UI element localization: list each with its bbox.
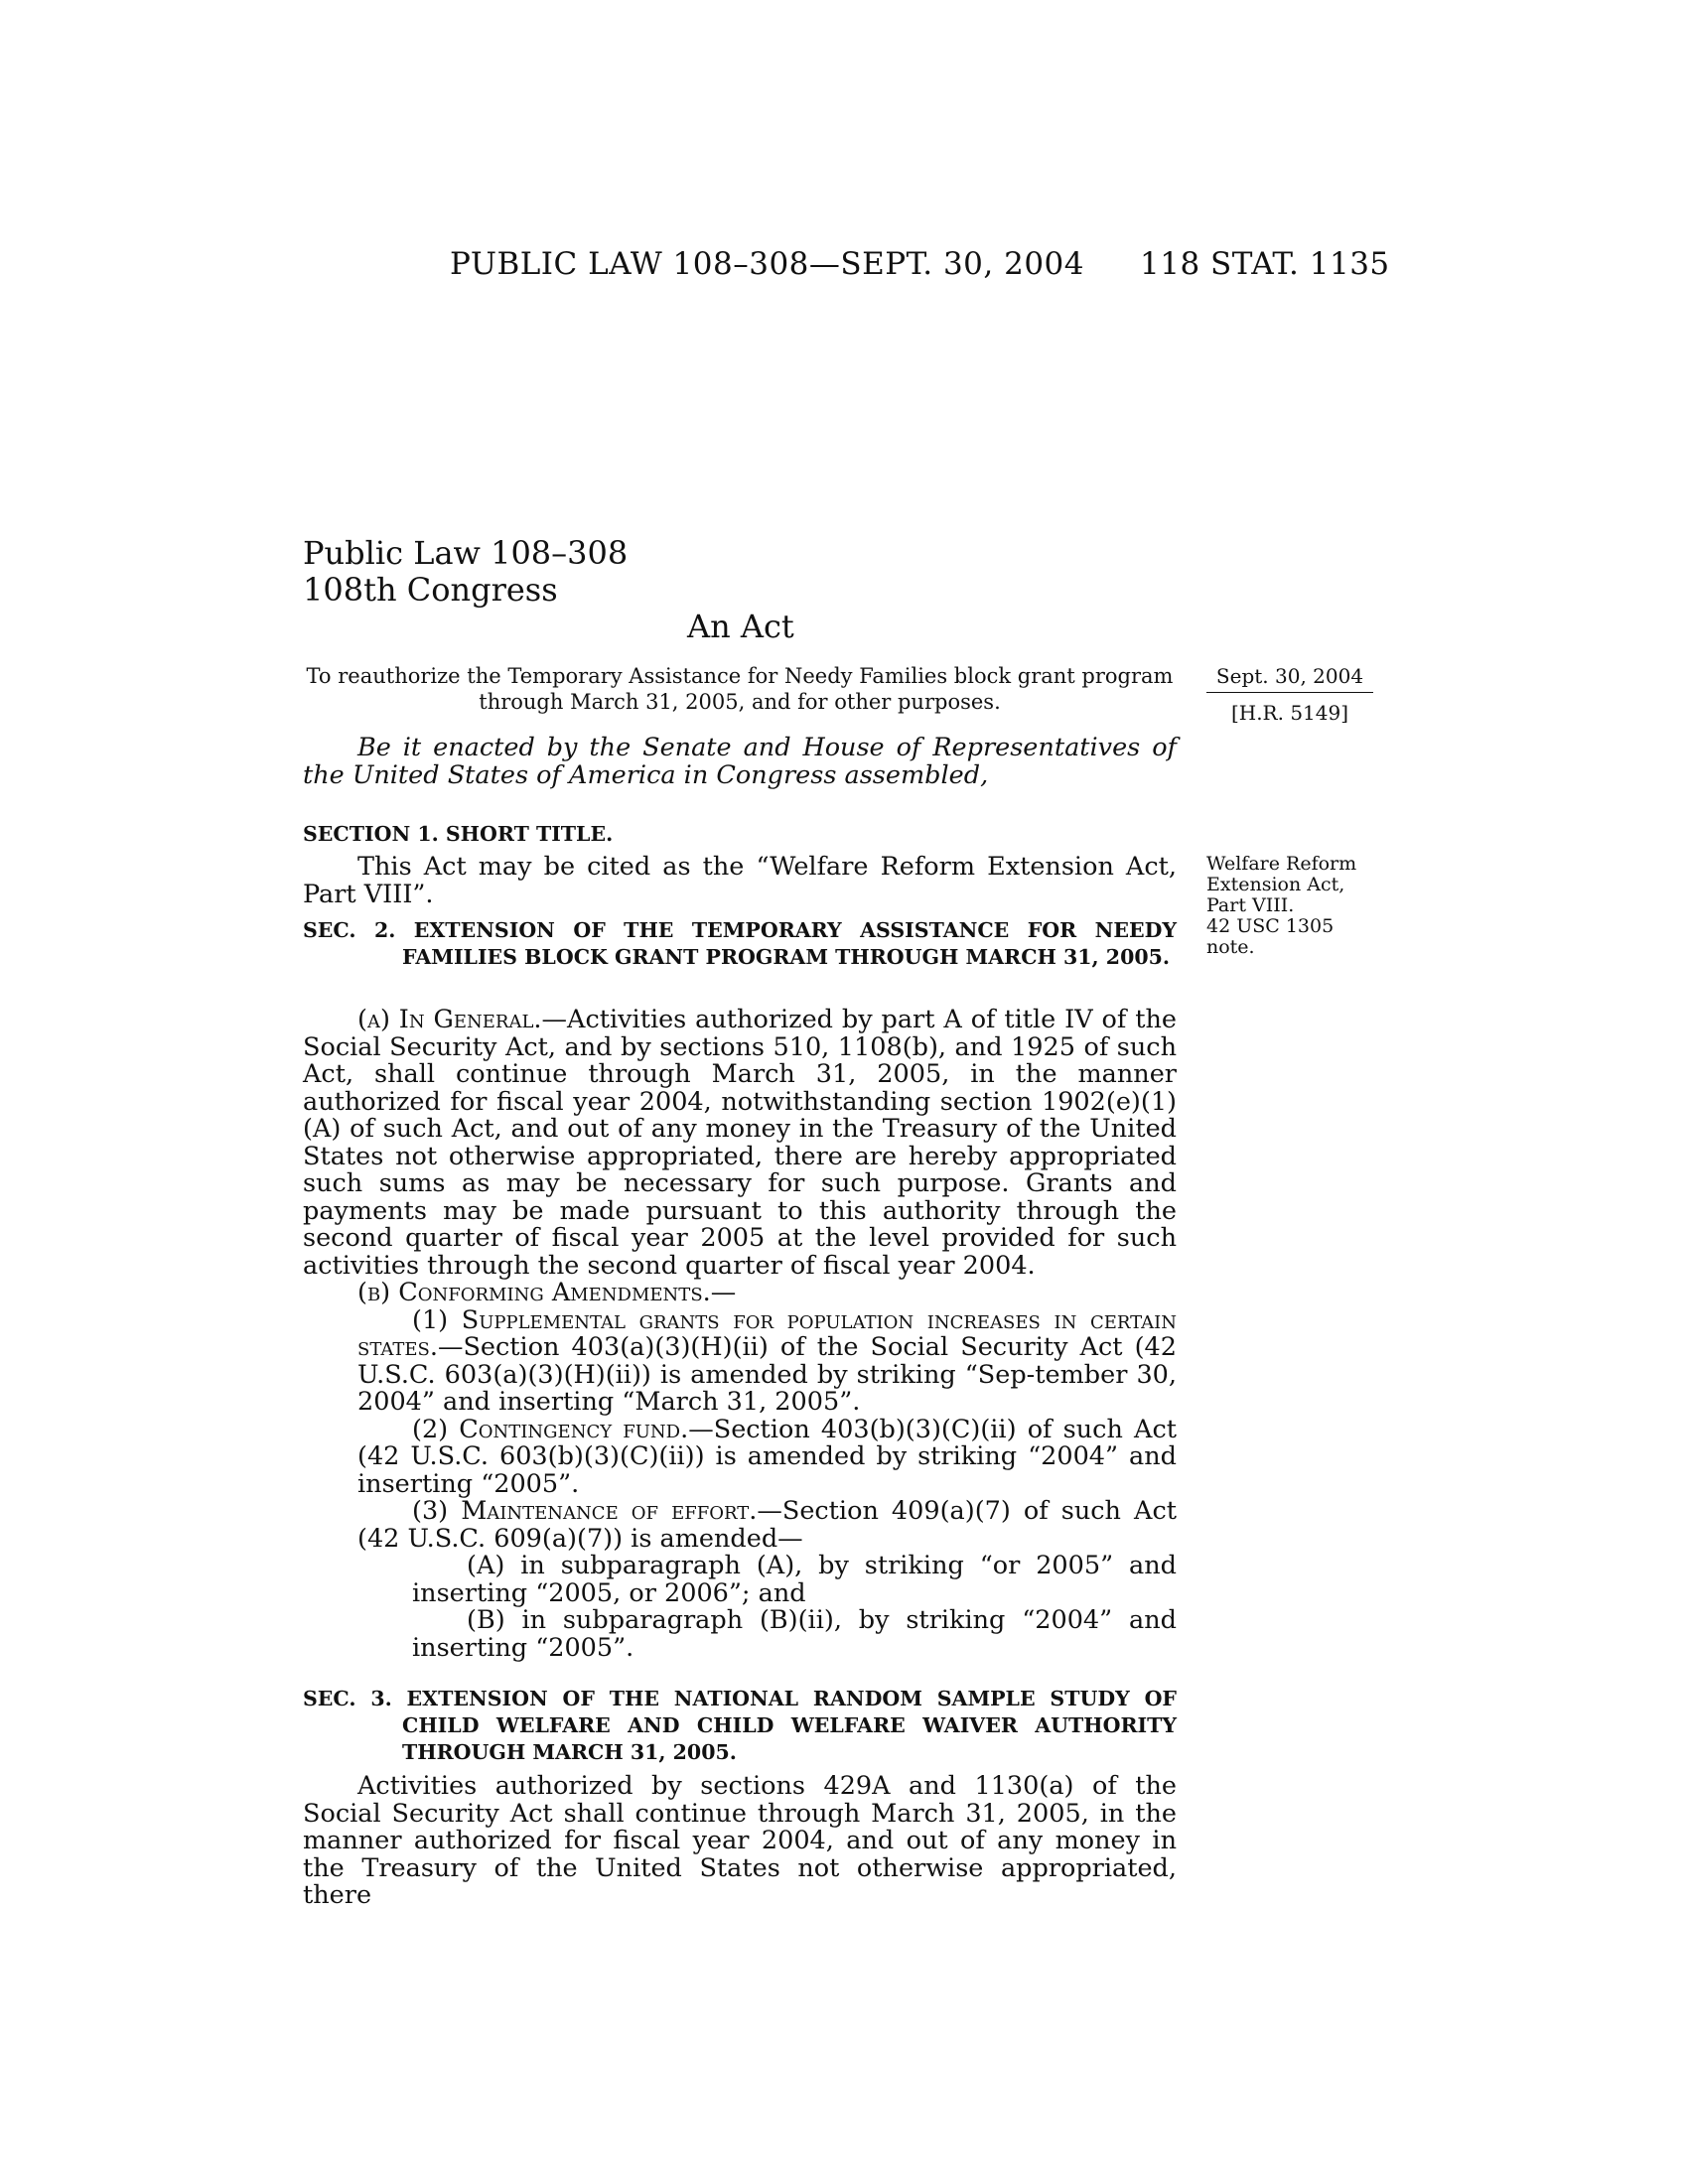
enacting-clause (303, 735, 1177, 789)
subparagraph-B: (B) in subparagraph (B)(ii), by striking “2004” and inserting “2005”. (412, 1605, 1177, 1663)
paragraph-b3 (303, 1498, 1177, 1553)
paragraph-b2-text: —Section 403(b)(3)(C)(ii) of such Act (42 U.S.C. 603(b)(3)(C)(ii)) is amended by striking “2004” and inserting “2005”. (357, 1414, 1177, 1499)
section-1-body (303, 854, 1177, 908)
section-2-body (303, 1007, 1177, 1662)
running-title: PUBLIC LAW 108–308—SEPT. 30, 2004 (450, 246, 1084, 282)
margin-note-line: note. (1206, 936, 1255, 958)
section-1-text: This Act may be cited as the “Welfare Reform Extension Act, Part VIII”. (303, 852, 1177, 909)
margin-note-line: Extension Act, (1206, 874, 1345, 895)
section-2-heading: SEC. 2. EXTENSION OF THE TEMPORARY ASSISTANCE FOR NEEDY FAMILIES BLOCK GRANT PROGRAM THROUGH MARCH 31, 2005. (303, 918, 1177, 969)
act-purpose: To reauthorize the Temporary Assistance for Needy Families block grant program through March 31, 2005, and for other purposes. (306, 664, 1174, 714)
public-law-number: Public Law 108–308 (303, 534, 629, 572)
paragraph-b3-text: —Section 409(a)(7) of such Act (42 U.S.C. 609(a)(7)) is amended— (357, 1496, 1177, 1554)
section-3-heading: SEC. 3. EXTENSION OF THE NATIONAL RANDOM SAMPLE STUDY OF CHILD WELFARE AND CHILD WELFARE WAIVER AUTHORITY THROUGH MARCH 31, 2005. (303, 1687, 1177, 1764)
subsection-b-label: (b) Conforming Amendments. (357, 1278, 711, 1307)
section-2-heading-block (303, 917, 1177, 971)
congress-number: 108th Congress (303, 571, 558, 609)
subsection-a-text: —Activities authorized by part A of title IV of the Social Security Act, and by sections 510, 1108(b), and 1925 of such Act, shall continue through March 31, 2005, in the manner authorized for fiscal year 2004, notwithstanding section 1902(e)(1)(A) of such Act, and out of any money in the Treasury of the United States not otherwise appropriated, there are hereby appropriated such sums as may be necessary for such purpose. Grants and payments may be made pursuant to this authority through the second quarter of fiscal year 2005 at the level provided for such activities through the second quarter of fiscal year 2004. (303, 1005, 1177, 1281)
subsection-a-label: (a) In General. (357, 1005, 542, 1034)
paragraph-b1 (303, 1304, 1177, 1417)
paragraph-b1-label: (1) Supplemental grants for population increases in certain states. (357, 1304, 1177, 1362)
subparagraph-A: (A) in subparagraph (A), by striking “or 2005” and inserting “2005, or 2006”; and (412, 1551, 1177, 1608)
act-heading: An Act (687, 608, 794, 645)
subsection-b (303, 1280, 1177, 1307)
margin-note (1206, 854, 1380, 958)
section-3-body (303, 1773, 1177, 1910)
section-3-heading-block (303, 1686, 1177, 1766)
margin-note-line: Welfare Reform (1206, 853, 1357, 875)
paragraph-b1-text: —Section 403(a)(3)(H)(ii) of the Social Security Act (42 U.S.C. 603(a)(3)(H)(ii)) is amended by striking “Sep-tember 30, 2004” and inserting “March 31, 2005”. (357, 1332, 1177, 1417)
section-3-text: Activities authorized by sections 429A and 1130(a) of the Social Security Act shall continue through March 31, 2005, in the manner authorized for fiscal year 2004, and out of any money in the Treasury of the United States not otherwise appropriated, there (303, 1771, 1177, 1910)
margin-date: Sept. 30, 2004 (1206, 664, 1373, 693)
subsection-a (303, 1007, 1177, 1280)
section-1-heading: SECTION 1. SHORT TITLE. (303, 822, 614, 846)
margin-bill-number: [H.R. 5149] (1230, 701, 1349, 725)
margin-note-line: Part VIII. (1206, 894, 1295, 916)
paragraph-b2-label: (2) Contingency fund. (412, 1414, 689, 1444)
margin-note-line: 42 USC 1305 (1206, 915, 1335, 937)
stat-page-number: 118 STAT. 1135 (1140, 246, 1390, 282)
subsection-b-text: — (710, 1278, 737, 1307)
enacting-clause-text: Be it enacted by the Senate and House of Representatives of the United States of America in Congress assembled, (303, 733, 1177, 790)
section-1-heading-block (303, 821, 1177, 848)
paragraph-b3-label: (3) Maintenance of effort. (412, 1496, 758, 1526)
paragraph-b2 (303, 1414, 1177, 1499)
